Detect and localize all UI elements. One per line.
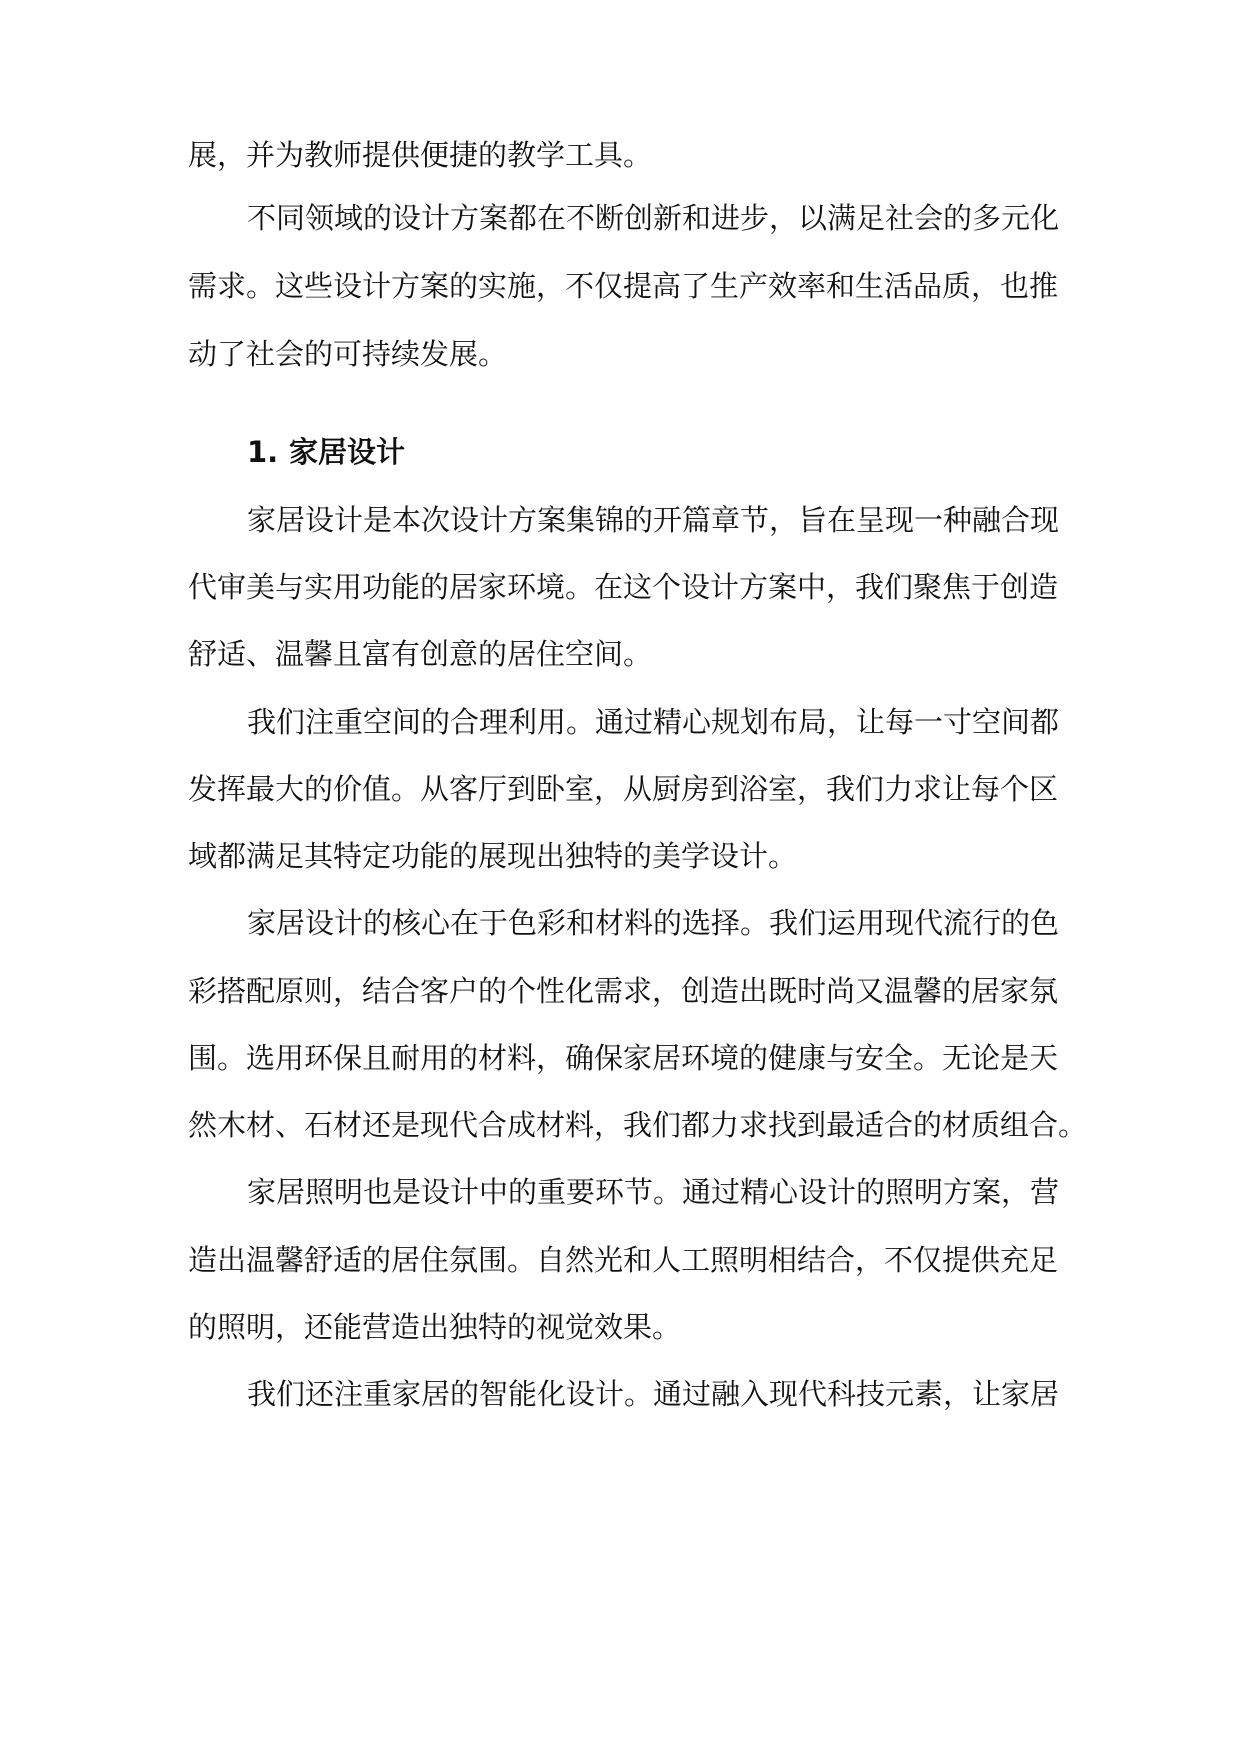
paragraph-line: 家居照明也是设计中的重要环节。通过精心设计的照明方案，营 xyxy=(247,1175,1060,1209)
paragraph-line: 域都满足其特定功能的展现出独特的美学设计。 xyxy=(188,839,798,873)
section-number: 1. xyxy=(247,435,279,469)
paragraph-line: 造出温馨舒适的居住氛围。自然光和人工照明相结合，不仅提供充足 xyxy=(188,1243,1059,1277)
paragraph-line: 我们注重空间的合理利用。通过精心规划布局，让每一寸空间都 xyxy=(247,705,1060,739)
paragraph-line: 不同领域的设计方案都在不断创新和进步，以满足社会的多元化 xyxy=(247,201,1060,235)
section-heading xyxy=(247,432,405,472)
paragraph-line: 发挥最大的价值。从客厅到卧室，从厨房到浴室，我们力求让每个区 xyxy=(188,772,1059,806)
paragraph-line: 动了社会的可持续发展。 xyxy=(188,337,508,371)
paragraph-line: 然木材、石材还是现代合成材料，我们都力求找到最适合的材质组合。 xyxy=(188,1108,1088,1142)
paragraph-line: 家居设计是本次设计方案集锦的开篇章节，旨在呈现一种融合现 xyxy=(247,503,1060,537)
paragraph-line: 需求。这些设计方案的实施，不仅提高了生产效率和生活品质，也推 xyxy=(188,269,1059,303)
paragraph-line: 家居设计的核心在于色彩和材料的选择。我们运用现代流行的色 xyxy=(247,906,1060,940)
paragraph-line: 我们还注重家居的智能化设计。通过融入现代科技元素，让家居 xyxy=(247,1377,1060,1411)
paragraph-line: 展，并为教师提供便捷的教学工具。 xyxy=(188,138,653,172)
paragraph-line: 围。选用环保且耐用的材料，确保家居环境的健康与安全。无论是天 xyxy=(188,1041,1059,1075)
paragraph-line: 代审美与实用功能的居家环境。在这个设计方案中，我们聚焦于创造 xyxy=(188,570,1059,604)
section-title: 家居设计 xyxy=(289,435,406,469)
paragraph-line: 的照明，还能营造出独特的视觉效果。 xyxy=(188,1310,682,1344)
paragraph-line: 彩搭配原则，结合客户的个性化需求，创造出既时尚又温馨的居家氛 xyxy=(188,974,1059,1008)
paragraph-line: 舒适、温馨且富有创意的居住空间。 xyxy=(188,637,653,671)
